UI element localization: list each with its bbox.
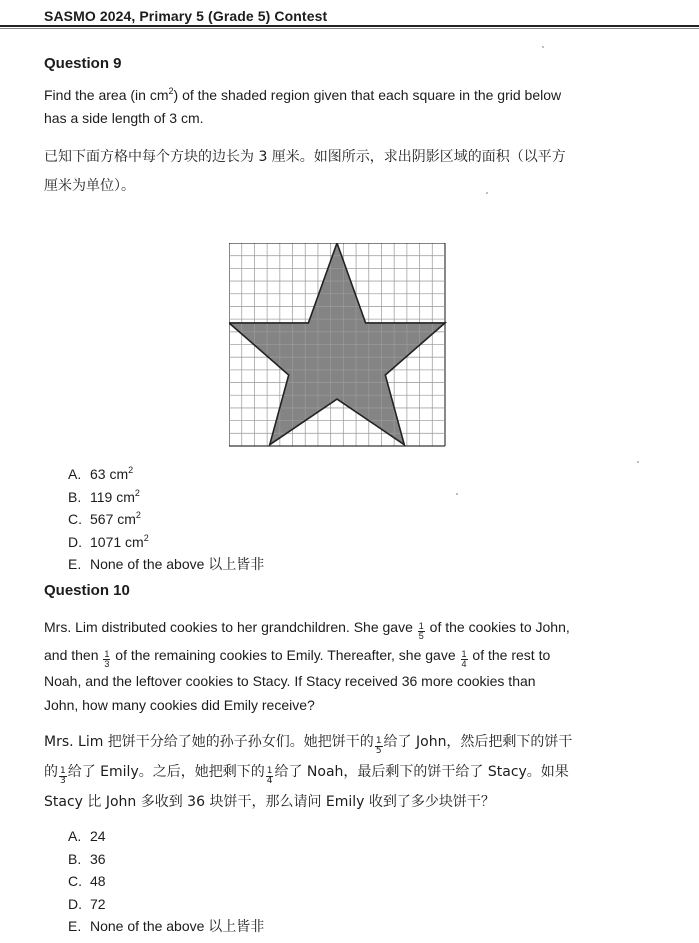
q10-option-b[interactable]: B. 36 xyxy=(68,850,106,867)
q9-option-a[interactable]: A. 63 $cm^2$ xyxy=(68,465,134,482)
scan-speck xyxy=(486,192,488,194)
star-grid-figure xyxy=(229,243,447,454)
fraction-one-fourth: $\frac{1}{4}$ xyxy=(461,649,467,669)
page-header xyxy=(0,0,699,30)
grid-diagram xyxy=(229,243,447,449)
q10-option-d[interactable]: D. 72 xyxy=(68,895,106,912)
scan-speck xyxy=(456,493,458,495)
scan-speck xyxy=(542,46,544,48)
q10-option-e[interactable]: E. None of the above 以上皆非 xyxy=(68,918,265,934)
question-10-text-en: Mrs. Lim distributed cookies to her grandchildren. She gave $\frac{1}{5}$ of the cookies to John, and then $\frac{1}{3}$ of the remaining cookies to Emily. Thereafter, she gave $\frac{1}{4}$ of the rest to Noah, and the leftover cookies to Stacy. If Stacy received 36 more cookies than John, how many cookies did Emily receive? xyxy=(44,613,644,717)
q9-en-superscript: 2 xyxy=(168,86,174,96)
question-9-text-cn xyxy=(44,143,644,201)
contest-title: SASMO 2024, Primary 5 (Grade 5) Contest xyxy=(44,8,328,24)
question-10-heading: Question 10 xyxy=(44,582,130,599)
question-9-text-en xyxy=(44,84,644,130)
fraction-one-fourth-cn: $\frac{1}{4}$ xyxy=(266,766,273,786)
q10-option-a[interactable]: A. 24 xyxy=(68,828,106,844)
q9-en-line2: has a side length of 3 cm. xyxy=(44,110,204,126)
fraction-one-fifth-cn: $\frac{1}{5}$ xyxy=(375,736,382,756)
fraction-one-fifth: $\frac{1}{5}$ xyxy=(418,621,424,641)
q10-cn-line3: Stacy 比 John 多收到 36 块饼干，那么请问 Emily 收到了多少块饼干？ xyxy=(44,794,495,810)
q9-cn-line2: 厘米为单位）。 xyxy=(44,178,135,194)
question-9-options xyxy=(68,463,264,576)
header-rule-thin xyxy=(0,28,699,29)
q9-en-part2: ) of the shaded region given that each square in the grid below xyxy=(173,87,562,103)
q10-en-line4: John, how many cookies did Emily receive? xyxy=(44,697,315,713)
q10-option-c[interactable]: C. 48 xyxy=(68,873,106,889)
q9-option-d[interactable]: D. 1071 $cm^2$ xyxy=(68,532,149,550)
q9-option-c[interactable]: C. 567 $cm^2$ xyxy=(68,510,141,527)
q9-cn-line1: 已知下面方格中每个方块的边长为 3 厘米。如图所示，求出阴影区域的面积（以平方 xyxy=(44,149,566,165)
fraction-one-third-cn: $\frac{1}{3}$ xyxy=(60,766,66,786)
question-10-options xyxy=(68,825,264,938)
question-10-text-cn: Mrs. Lim 把饼干分给了她的孙子孙女们。她把饼干的 $\frac{1}{5}$ 给了 John，然后把剩下的饼干 的 $\frac{1}{3}$ 给了 Emily。之后，她把剩下的 $\frac{1}{4}$ 给了 Noah，最后剩下的饼干给了 Stacy。如果 Stacy 比 John 多收到 36 块饼干，那么请问 Emily 收到了多少块饼干？ xyxy=(44,727,644,817)
fraction-one-third: $\frac{1}{3}$ xyxy=(104,649,110,669)
q9-option-e[interactable]: E. None of the above 以上皆非 xyxy=(68,556,265,572)
q9-option-b[interactable]: B. 119 $cm^2$ xyxy=(68,487,140,505)
header-rule xyxy=(0,25,699,27)
scan-speck xyxy=(637,461,639,463)
question-9-heading: Question 9 xyxy=(44,55,122,72)
q9-en-part1: Find the area (in cm xyxy=(44,87,169,103)
q10-en-line3: Noah, and the leftover cookies to Stacy. If Stacy received 36 more cookies than xyxy=(44,673,536,689)
